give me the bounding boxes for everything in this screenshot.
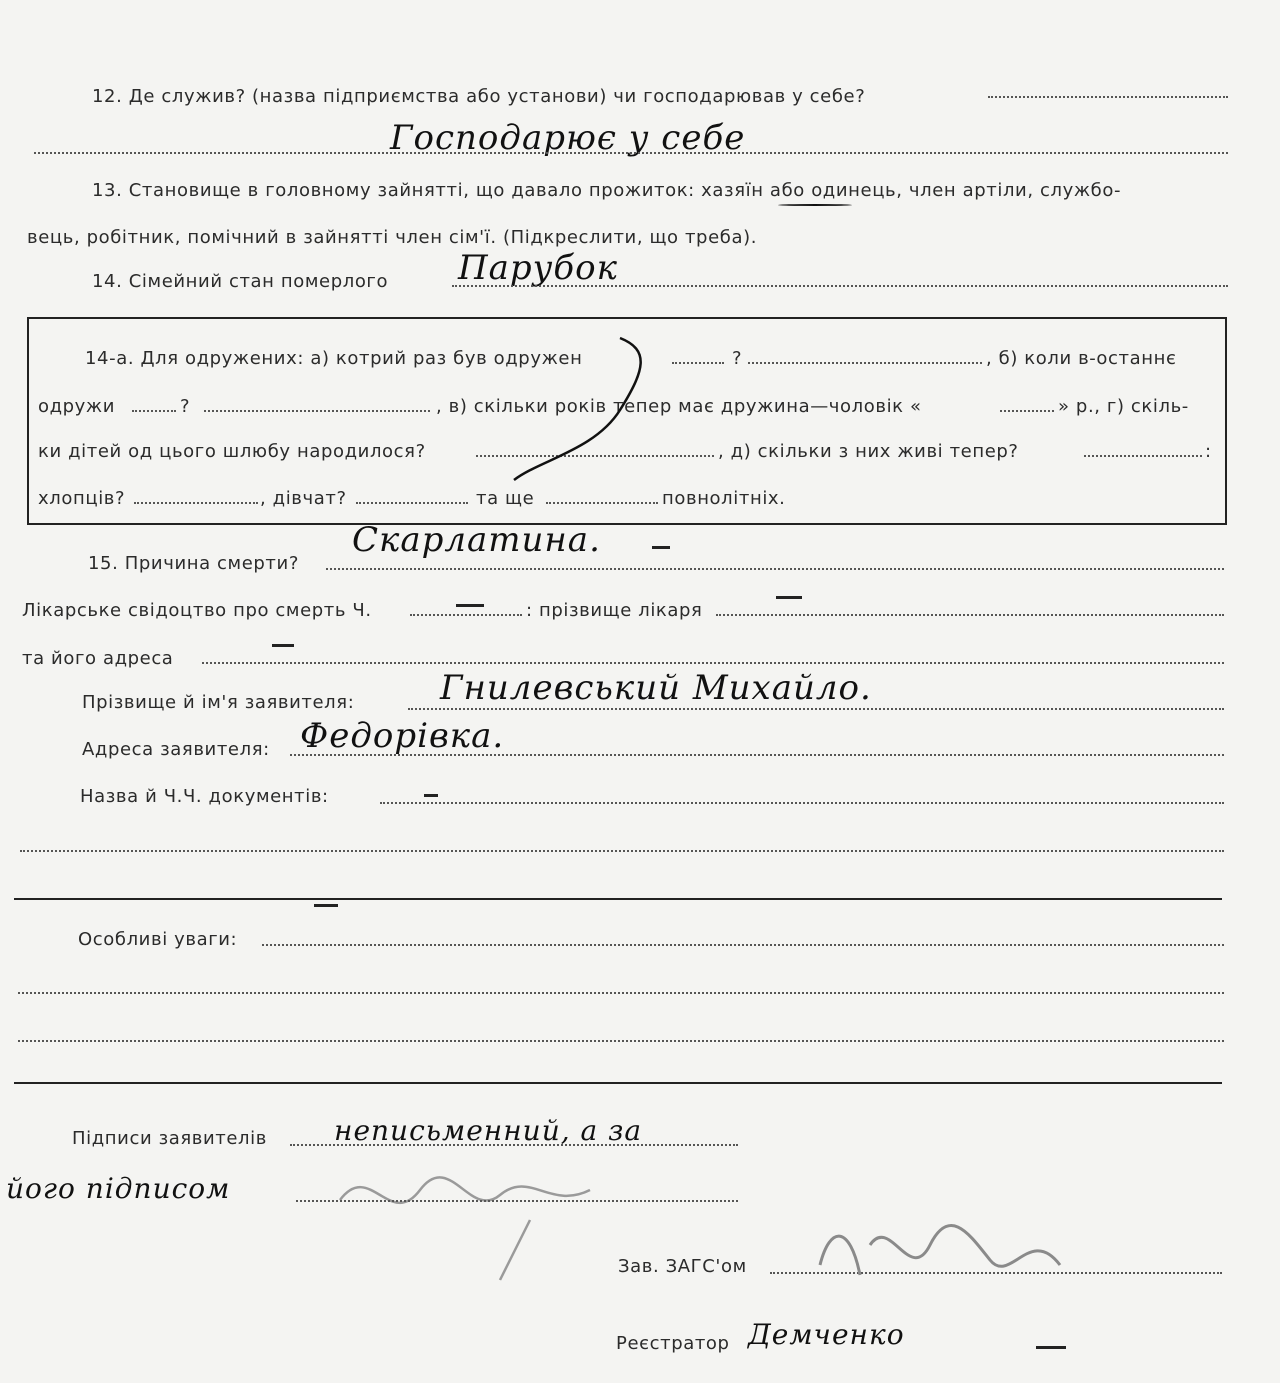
registrar-signature: Демченко (748, 1318, 905, 1351)
q15-address-label: та його адреса (22, 648, 174, 669)
q12-label: 12. Де служив? (назва підприємства або установи) чи господарював у себе? (92, 86, 866, 107)
applicant-address-handwritten: Федорівка. (300, 716, 505, 756)
q15-doctor-label: : прізвище лікаря (526, 600, 703, 621)
q15-label: 15. Причина смерти? (88, 553, 299, 574)
applicant-signature-line1: неписьменний, а за (334, 1114, 643, 1147)
zags-head-signature (800, 1205, 1080, 1295)
faint-signature-scribble (330, 1150, 610, 1290)
remarks-line-2 (18, 992, 1224, 994)
handwritten-dash (776, 596, 802, 599)
q14a-line4-adults: повнолітніх. (662, 488, 786, 509)
documents-label: Назва й Ч.Ч. документів: (80, 786, 329, 807)
q15-address-line (202, 662, 1224, 664)
zags-head-label: Зав. ЗАГС'ом (618, 1256, 747, 1277)
q14a-line1-q: ? (732, 348, 743, 369)
handwritten-dash (652, 546, 670, 549)
handwritten-dash (272, 644, 294, 647)
q14-handwritten-answer: Парубок (458, 248, 618, 288)
q15-answer-line (326, 568, 1224, 570)
q14a-line2-end: » р., г) скіль- (1058, 396, 1189, 417)
q15-cert-line (410, 614, 522, 616)
q14a-line4-boys: хлопців? (38, 488, 126, 509)
q14a-line2-start: одружи (38, 396, 116, 417)
applicants-signature-label: Підписи заявителів (72, 1128, 267, 1149)
remarks-line-3 (18, 1040, 1224, 1042)
handwritten-dash (1036, 1346, 1066, 1349)
q13-underline-mark (778, 204, 852, 206)
q14a-line4-also: та ще (476, 488, 535, 509)
applicant-name-line (408, 708, 1224, 710)
applicant-address-label: Адреса заявителя: (82, 739, 270, 760)
q14-answer-line (452, 285, 1228, 287)
q13-line1: 13. Становище в головному зайнятті, що давало прожиток: хазяїн або одинець, член артіли, службо- (92, 180, 1122, 201)
q14a-dots (672, 362, 724, 364)
q12-handwritten-answer: Господарює у себе (390, 118, 746, 158)
handwritten-dash (456, 604, 484, 607)
applicant-address-line (290, 754, 1224, 756)
q14a-line1-text: 14-а. Для одружених: а) котрий раз був одружен (85, 348, 583, 369)
applicant-signature-line2: його підписом (6, 1172, 231, 1205)
q14a-line2-q: ? (180, 396, 191, 417)
q14a-dots (1000, 410, 1054, 412)
q15-cert-label: Лікарське свідоцтво про смерть Ч. (22, 600, 372, 621)
q14a-line3-mid: , д) скільки з них живі тепер? (718, 441, 1019, 462)
applicants-signature-line (290, 1144, 738, 1146)
q15-handwritten-answer: Скарлатина. (352, 520, 601, 560)
section-divider (14, 898, 1222, 900)
q14a-line3-end: : (1205, 441, 1212, 462)
q14a-dots (134, 502, 258, 504)
applicants-signature-line-2 (296, 1200, 738, 1202)
q14a-strike-through-mark (500, 330, 660, 490)
q14a-dots (132, 410, 176, 412)
q12-answer-line (34, 152, 1228, 154)
handwritten-dash (424, 794, 438, 797)
q14a-line4-girls: , дівчат? (260, 488, 347, 509)
q14a-dots (204, 410, 430, 412)
handwritten-dash (314, 904, 338, 907)
remarks-label: Особливі уваги: (78, 929, 238, 950)
registrar-label: Реєстратор (616, 1333, 730, 1354)
applicant-name-handwritten: Гнилевський Михайло. (440, 668, 872, 708)
documents-line (380, 802, 1224, 804)
q13-line2: вець, робітник, помічний в зайнятті член сім'ї. (Підкреслити, що треба). (27, 227, 758, 248)
q14a-line1-end: , б) коли в-останнє (986, 348, 1177, 369)
documents-line-2 (20, 850, 1224, 852)
q14a-line3-start: ки дітей од цього шлюбу народилося? (38, 441, 426, 462)
q14-label: 14. Сімейний стан померлого (92, 271, 389, 292)
q14a-dots (1084, 455, 1202, 457)
q14a-dots (546, 502, 658, 504)
q14a-dots (748, 362, 982, 364)
section-divider (14, 1082, 1222, 1084)
q14a-line2-mid: , в) скільки років тепер має дружина—чоловік « (436, 396, 922, 417)
q14a-dots (356, 502, 468, 504)
applicant-name-label: Прізвище й ім'я заявителя: (82, 692, 355, 713)
q15-doctor-line (716, 614, 1224, 616)
q12-dotted-line (988, 96, 1228, 98)
remarks-line (262, 944, 1224, 946)
